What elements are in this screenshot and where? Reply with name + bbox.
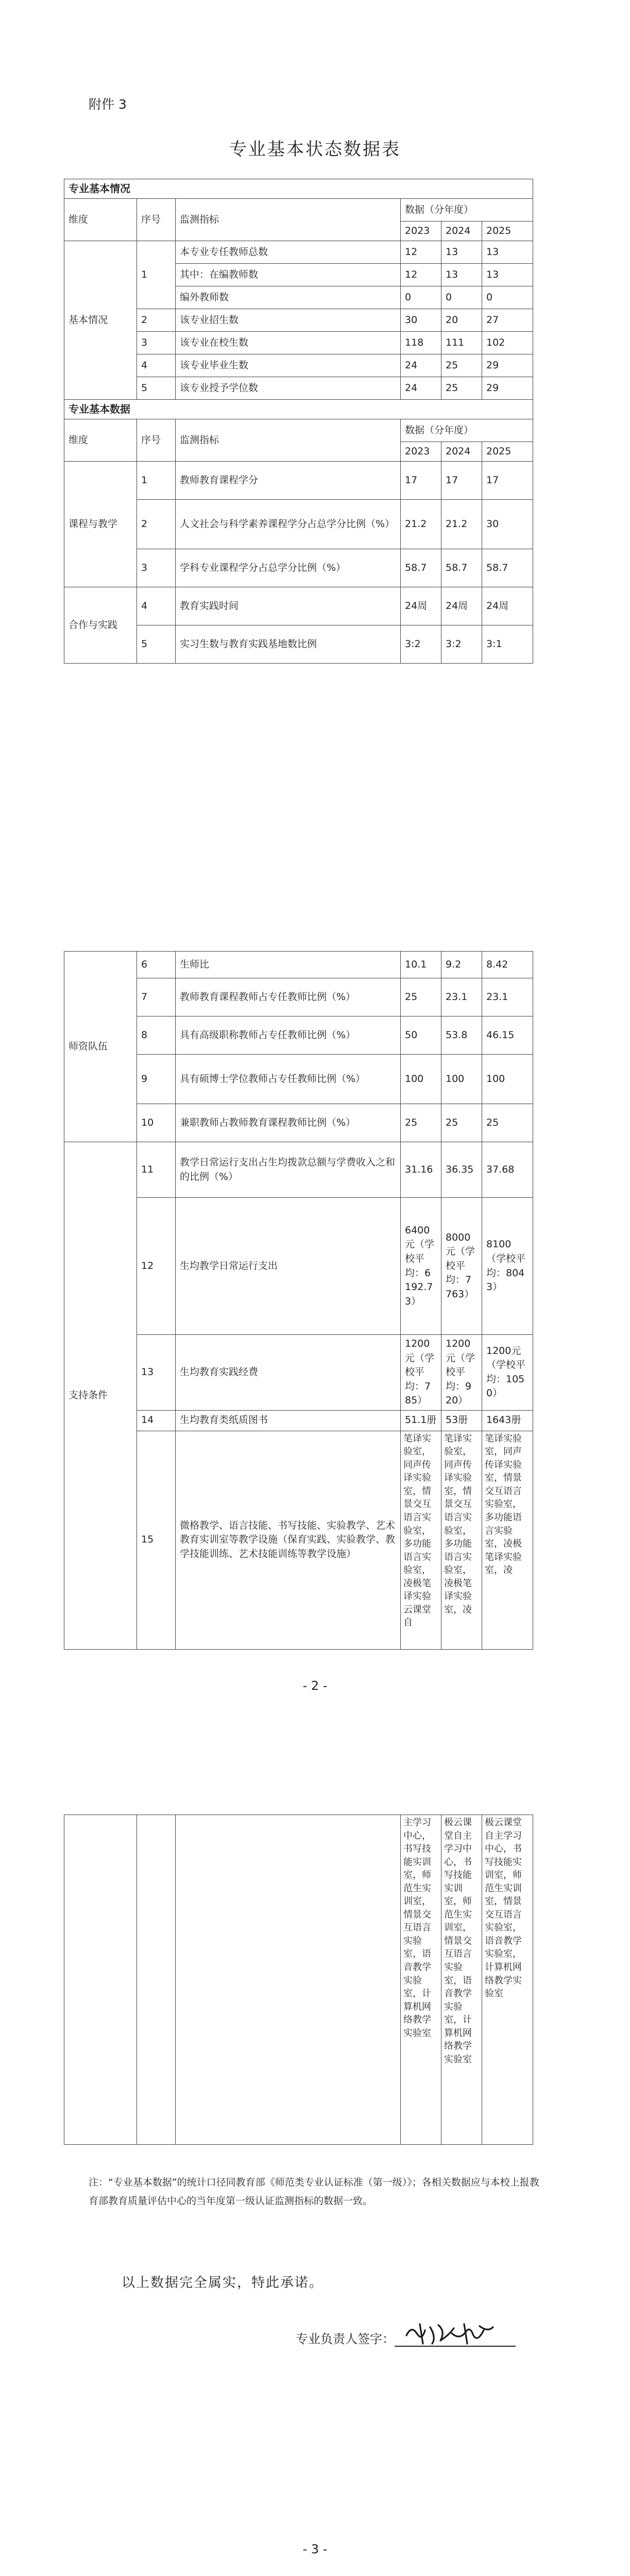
seq-cell: 4 [137,354,176,377]
value-cell: 102 [482,332,533,354]
value-cell: 58.7 [441,549,482,587]
value-cell: 46.15 [482,1016,533,1055]
value-cell: 25 [401,1104,441,1142]
header-seq: 序号 [137,419,176,462]
value-cell: 13 [482,264,533,286]
seq-cell: 7 [137,978,176,1016]
seq-cell: 15 [137,1431,176,1649]
value-cell: 0 [482,286,533,309]
value-cell: 17 [482,462,533,500]
header-year: 2024 [441,442,482,462]
seq-cell [137,1815,176,2145]
seq-cell: 11 [137,1142,176,1198]
header-dimension: 维度 [64,419,137,462]
value-cell: 25 [401,978,441,1016]
signature-line [296,2329,516,2347]
section-title: 专业基本情况 [64,179,533,199]
value-cell: 20 [441,309,482,332]
header-indicator: 监测指标 [176,419,401,462]
header-data: 数据（分年度） [401,199,533,222]
value-cell: 9.2 [441,952,482,978]
indicator-cell: 编外教师数 [176,286,401,309]
value-cell: 6400 元（学校平均：6192.73） [401,1198,441,1335]
value-cell: 53.8 [441,1016,482,1055]
value-cell: 13 [441,264,482,286]
indicator-cell: 教学日常运行支出占生均拨款总额与学费收入之和的比例（%） [176,1142,401,1198]
seq-cell: 1 [137,462,176,500]
indicator-cell: 该专业毕业生数 [176,354,401,377]
signature-field [395,2330,516,2347]
value-cell: 25 [482,1104,533,1142]
value-cell: 21.2 [441,500,482,549]
header-seq: 序号 [137,199,176,241]
page-number: - 2 - [302,1679,328,1693]
section-title: 专业基本数据 [64,400,533,419]
value-cell: 8100（学校平均：8043） [482,1198,533,1335]
indicator-cell: 生均教育实践经费 [176,1335,401,1411]
indicator-cell: 教育实践时间 [176,587,401,625]
header-year: 2023 [401,442,441,462]
faculty-support-table [64,951,533,1650]
indicator-cell: 其中：在编教师数 [176,264,401,286]
value-cell: 100 [401,1055,441,1104]
seq-cell: 4 [137,587,176,625]
indicator-cell: 具有高级职称教师占专任教师比例（%） [176,1016,401,1055]
page-title: 专业基本状态数据表 [229,139,401,160]
seq-cell: 6 [137,952,176,978]
seq-cell: 14 [137,1410,176,1431]
value-cell: 37.68 [482,1142,533,1198]
value-cell: 13 [482,241,533,264]
value-cell: 21.2 [401,500,441,549]
seq-cell: 5 [137,377,176,400]
header-year: 2023 [401,222,441,241]
value-cell: 30 [482,500,533,549]
value-cell: 12 [401,264,441,286]
indicator-cell: 教师教育课程教师占专任教师比例（%） [176,978,401,1016]
value-cell: 笔译实验室，同声传译实验室，情景交互语言实验室，多功能语言实验室，凌极笔译实验云课堂自 [401,1431,441,1649]
value-cell: 极云课堂自主学习中心，书写技能实训室，师范生实训室，情景交互语言实验室，语音教学实验室，计算机网络教学实验室 [482,1815,533,2145]
indicator-cell: 该专业招生数 [176,309,401,332]
value-cell: 12 [401,241,441,264]
dimension-cell: 合作与实践 [64,587,137,664]
indicator-cell: 本专业专任教师总数 [176,241,401,264]
value-cell: 笔译实验室，同声传译实验室，情景交互语言实验室，多功能语言实验室，凌极笔译实验室，凌 [441,1431,482,1649]
value-cell: 0 [401,286,441,309]
value-cell: 笔译实验室，同声传译实验室，情景交互语言实验室，多功能语言实验室，凌极笔译实验室，凌 [482,1431,533,1649]
indicator-cell: 生均教学日常运行支出 [176,1198,401,1335]
value-cell: 23.1 [441,978,482,1016]
value-cell: 25 [441,377,482,400]
signature-label: 专业负责人签字： [296,2332,395,2346]
value-cell: 17 [401,462,441,500]
value-cell: 24周 [441,587,482,625]
dimension-cell: 支持条件 [64,1142,137,1650]
value-cell: 24周 [401,587,441,625]
seq-cell: 10 [137,1104,176,1142]
header-indicator: 监测指标 [176,199,401,241]
header-year: 2025 [482,222,533,241]
confirmation-statement: 以上数据完全属实，特此承诺。 [122,2275,324,2291]
value-cell: 极云课堂自主学习中心，书写技能实训室，师范生实训室，情景交互语言实验室，语音教学实验室，计算机网络教学实验室 [441,1815,482,2145]
indicator-cell [176,1815,401,2145]
indicator-cell: 学科专业课程学分占总学分比例（%） [176,549,401,587]
value-cell: 58.7 [401,549,441,587]
footnote: 注：“专业基本数据”的统计口径同教育部《师范类专业认证标准（第一级）》；各相关数据应与本校上报教育部教育质量评估中心的当年度第一级认证监测指标的数据一致。 [89,2177,539,2207]
header-year: 2025 [482,442,533,462]
value-cell: 3:2 [401,625,441,664]
seq-cell: 8 [137,1016,176,1055]
value-cell: 111 [441,332,482,354]
dimension-cell: 基本情况 [64,241,137,400]
value-cell: 25 [441,354,482,377]
value-cell: 36.35 [441,1142,482,1198]
indicator-cell: 该专业授予学位数 [176,377,401,400]
value-cell: 24 [401,377,441,400]
dimension-cell: 课程与教学 [64,462,137,587]
indicator-cell: 实习生数与教育实践基地数比例 [176,625,401,664]
value-cell: 3:2 [441,625,482,664]
value-cell: 主学习中心，书写技能实训室，师范生实训室，情景交互语言实验室，语音教学实验室，计算机网络教学实验室 [401,1815,441,2145]
dimension-cell: 师资队伍 [64,952,137,1142]
value-cell: 58.7 [482,549,533,587]
value-cell: 13 [441,241,482,264]
value-cell: 0 [441,286,482,309]
header-dimension: 维度 [64,199,137,241]
value-cell: 1643册 [482,1410,533,1431]
indicator-cell: 生师比 [176,952,401,978]
value-cell: 30 [401,309,441,332]
value-cell: 24 [401,354,441,377]
continuation-table [64,1815,533,2145]
value-cell: 1200元（学校平均：920） [441,1335,482,1411]
indicator-cell: 该专业在校生数 [176,332,401,354]
value-cell: 24周 [482,587,533,625]
value-cell: 29 [482,377,533,400]
value-cell: 51.1册 [401,1410,441,1431]
indicator-cell: 具有硕博士学位教师占专任教师比例（%） [176,1055,401,1104]
indicator-cell: 微格教学、语言技能、书写技能、实验教学、艺术教育实训室等教学设施（保育实践、实验教学、教学技能训练、艺术技能训练等教学设施） [176,1431,401,1649]
seq-cell: 9 [137,1055,176,1104]
seq-cell: 3 [137,332,176,354]
seq-cell: 5 [137,625,176,664]
attachment-label: 附件 3 [89,97,127,112]
seq-cell: 3 [137,549,176,587]
value-cell: 17 [441,462,482,500]
value-cell: 50 [401,1016,441,1055]
header-year: 2024 [441,222,482,241]
value-cell: 29 [482,354,533,377]
value-cell: 23.1 [482,978,533,1016]
value-cell: 100 [441,1055,482,1104]
value-cell: 25 [441,1104,482,1142]
header-data: 数据（分年度） [401,419,533,442]
seq-cell: 2 [137,500,176,549]
seq-cell: 1 [137,241,176,309]
value-cell: 53册 [441,1410,482,1431]
seq-cell: 12 [137,1198,176,1335]
signature-image [402,2320,500,2347]
indicator-cell: 教师教育课程学分 [176,462,401,500]
value-cell: 8000元（学校平均：7763） [441,1198,482,1335]
basic-info-table [64,179,533,664]
indicator-cell: 人文社会与科学素养课程学分占总学分比例（%） [176,500,401,549]
value-cell: 1200元（学校平均：1050） [482,1335,533,1411]
seq-cell: 13 [137,1335,176,1411]
value-cell: 1200元（学校平均：785） [401,1335,441,1411]
page-number: - 3 - [302,2542,328,2556]
dimension-cell [64,1815,137,2145]
value-cell: 31.16 [401,1142,441,1198]
seq-cell: 2 [137,309,176,332]
indicator-cell: 生均教育类纸质图书 [176,1410,401,1431]
value-cell: 3:1 [482,625,533,664]
value-cell: 8.42 [482,952,533,978]
value-cell: 10.1 [401,952,441,978]
indicator-cell: 兼职教师占教师教育课程教师比例（%） [176,1104,401,1142]
value-cell: 118 [401,332,441,354]
value-cell: 100 [482,1055,533,1104]
value-cell: 27 [482,309,533,332]
